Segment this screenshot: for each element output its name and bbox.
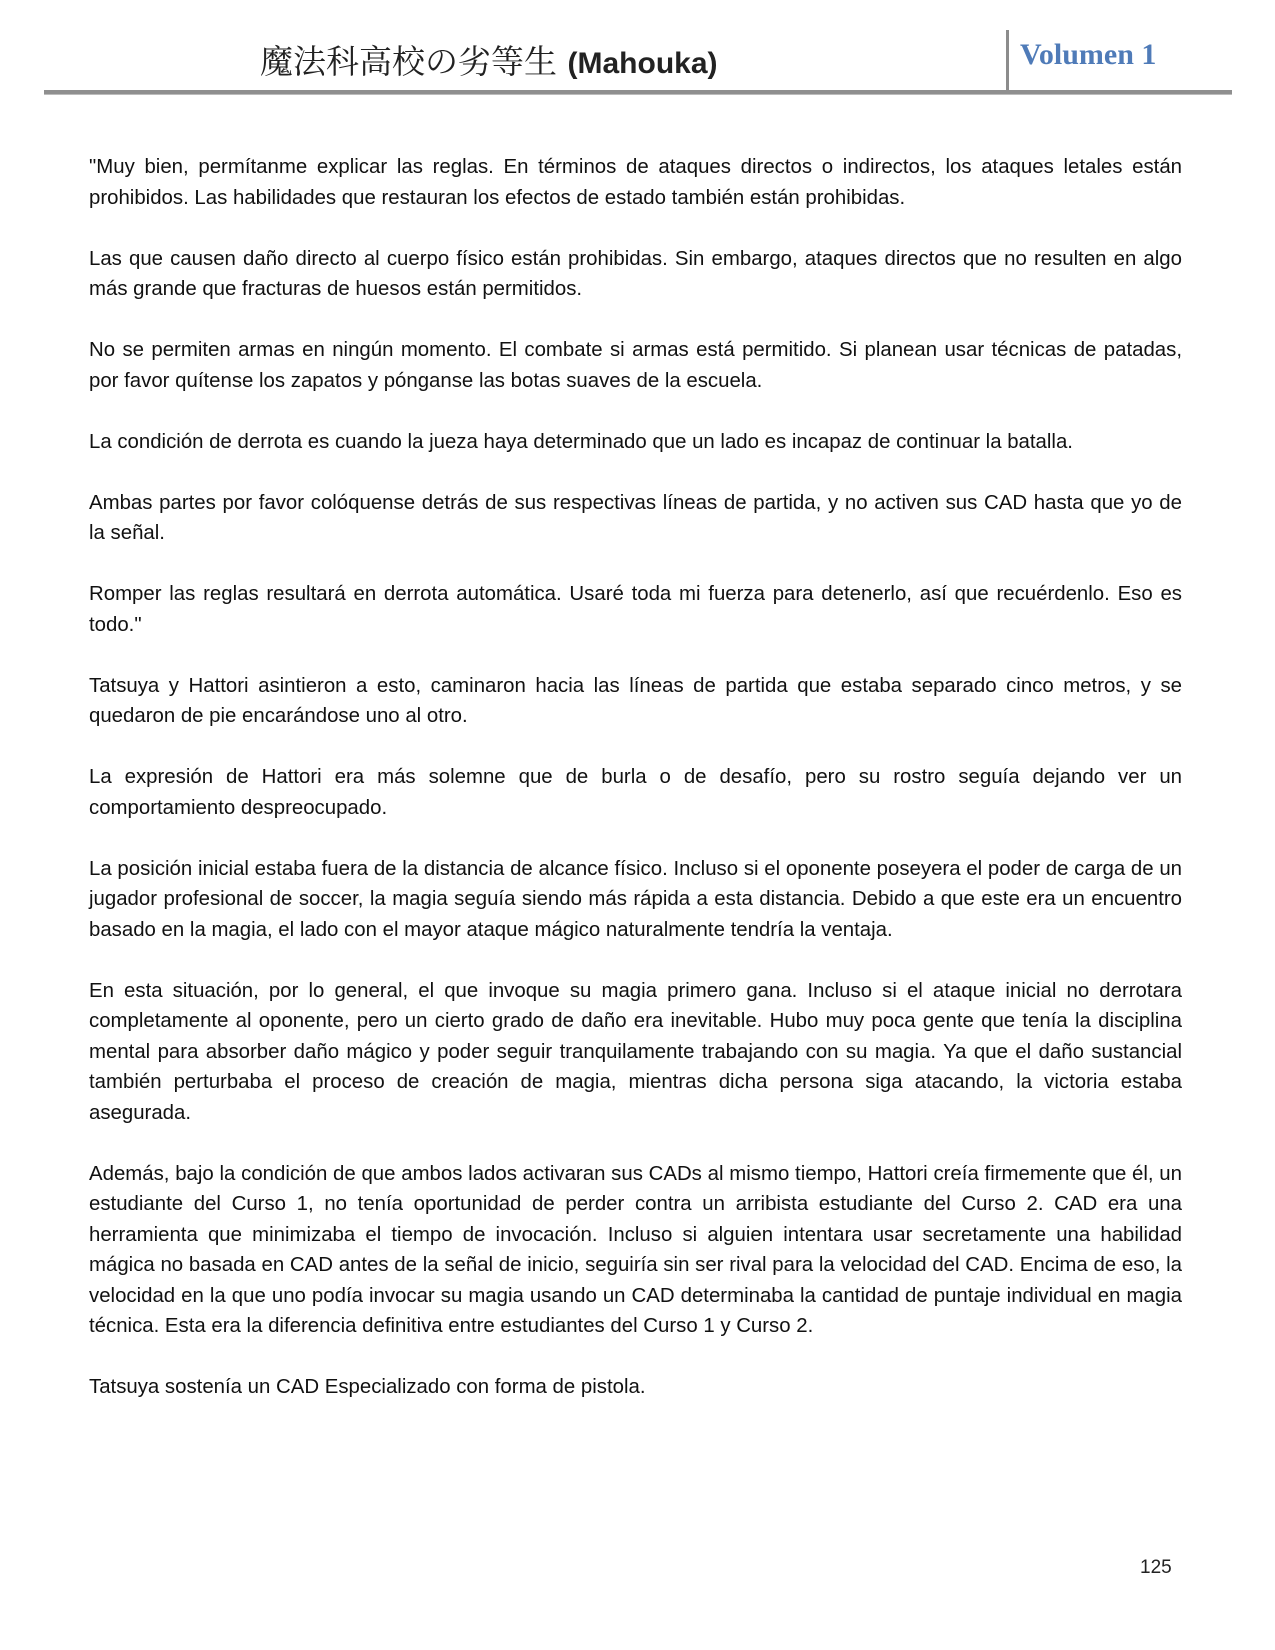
book-title-latin: (Mahouka) bbox=[567, 47, 718, 80]
paragraph: Romper las reglas resultará en derrota automática. Usaré toda mi fuerza para detenerlo, así que recuérdenlo. Eso es todo." bbox=[89, 583, 1182, 636]
paragraph: Tatsuya y Hattori asintieron a esto, caminaron hacia las líneas de partida que estaba separado cinco metros, y se quedaron de pie encarándose uno al otro. bbox=[89, 674, 1182, 727]
paragraph: "Muy bien, permítanme explicar las reglas. En términos de ataques directos o indirectos, los ataques letales están prohibidos. Las habilidades que restauran los efectos de estado también están prohibidas. bbox=[89, 156, 1182, 209]
header-rule bbox=[44, 90, 1232, 95]
paragraph: Las que causen daño directo al cuerpo físico están prohibidas. Sin embargo, ataques directos que no resulten en algo más grande que fracturas de huesos están permitidos. bbox=[89, 247, 1182, 300]
paragraph: Ambas partes por favor colóquense detrás de sus respectivas líneas de partida, y no activen sus CAD hasta que yo de la señal. bbox=[89, 491, 1182, 544]
volume-label: Volumen 1 bbox=[1020, 38, 1157, 71]
paragraph: No se permiten armas en ningún momento. El combate si armas está permitido. Si planean usar técnicas de patadas, por favor quítense los zapatos y pónganse las botas suaves de la escuela. bbox=[89, 339, 1182, 392]
paragraph: La condición de derrota es cuando la jueza haya determinado que un lado es incapaz de continuar la batalla. bbox=[89, 430, 1073, 453]
body-text bbox=[89, 152, 1182, 1433]
book-title bbox=[260, 36, 1000, 83]
paragraph: Además, bajo la condición de que ambos lados activaran sus CADs al mismo tiempo, Hattori creía firmemente que él, un estudiante del Curso 1, no tenía oportunidad de perder contra un arribista estudiante del Curso 2. CAD era una herramienta que minimizaba el tiempo de invocación. Incluso si alguien intentara usar secretamente una habilidad mágica no basada en CAD antes de la señal de inicio, seguiría sin ser rival para la velocidad del CAD. Encima de eso, la velocidad en la que uno podía invocar su magia usando un CAD determinaba la cantidad de puntaje individual en magia técnica. Esta era la diferencia definitiva entre estudiantes del Curso 1 y Curso 2. bbox=[89, 1162, 1182, 1337]
header-vertical-divider bbox=[1006, 30, 1009, 92]
page-header bbox=[0, 0, 1275, 100]
paragraph: La posición inicial estaba fuera de la distancia de alcance físico. Incluso si el oponente poseyera el poder de carga de un jugador profesional de soccer, la magia seguía siendo más rápida a esta distancia. Debido a que este era un encuentro basado en la magia, el lado con el mayor ataque mágico naturalmente tendría la ventaja. bbox=[89, 857, 1182, 941]
paragraph: Tatsuya sostenía un CAD Especializado con forma de pistola. bbox=[89, 1376, 646, 1398]
page-number: 125 bbox=[1140, 1557, 1172, 1578]
paragraph: En esta situación, por lo general, el que invoque su magia primero gana. Incluso si el ataque inicial no derrotara completamente al oponente, pero un cierto grado de daño era inevitable. Hubo muy poca gente que tenía la disciplina mental para absorber daño mágico y poder seguir tranquilamente trabajando con su magia. Ya que el daño sustancial también perturbaba el proceso de creación de magia, mientras dicha persona siga atacando, la victoria estaba asegurada. bbox=[89, 979, 1182, 1124]
book-title-japanese: 魔法科高校の劣等生 bbox=[260, 42, 557, 81]
paragraph: La expresión de Hattori era más solemne que de burla o de desafío, pero su rostro seguía dejando ver un comportamiento despreocupado. bbox=[89, 766, 1182, 819]
